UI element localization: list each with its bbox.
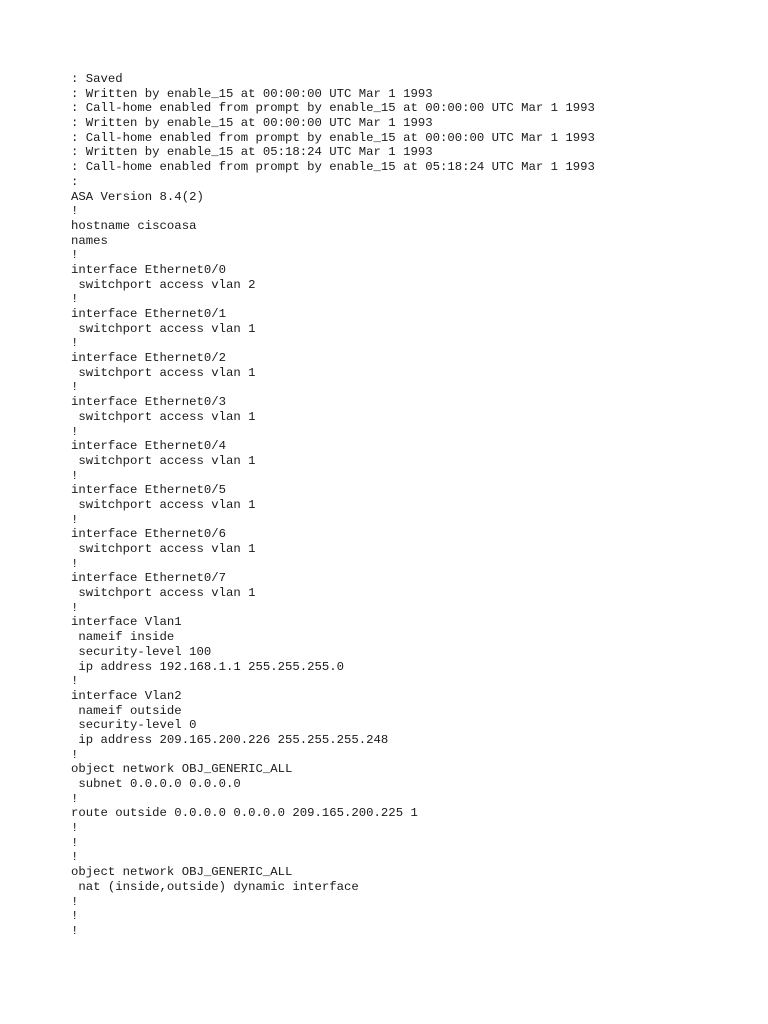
config-line: switchport access vlan 1 (71, 586, 256, 601)
config-line: ip address 192.168.1.1 255.255.255.0 (71, 659, 345, 674)
config-line: ! (71, 424, 79, 439)
config-line: ! (71, 512, 79, 527)
config-line: ! (71, 674, 79, 689)
config-line: : Call-home enabled from prompt by enable_15 at 00:00:00 UTC Mar 1 1993 (71, 101, 595, 116)
config-line: names (71, 233, 108, 248)
config-line: ! (71, 894, 79, 909)
config-line: switchport access vlan 1 (71, 409, 256, 424)
config-line: ! (71, 791, 79, 806)
config-line: switchport access vlan 1 (71, 453, 256, 468)
config-listing (71, 72, 595, 939)
config-line: ip address 209.165.200.226 255.255.255.248 (71, 732, 389, 747)
config-line: ! (71, 468, 79, 483)
config-line: : (71, 174, 79, 189)
config-line: nameif inside (71, 630, 175, 645)
config-line: interface Vlan1 (71, 615, 182, 630)
config-line: ASA Version 8.4(2) (71, 189, 204, 204)
config-line: object network OBJ_GENERIC_ALL (71, 762, 293, 777)
config-line: ! (71, 292, 79, 307)
config-line: ! (71, 600, 79, 615)
config-line: : Written by enable_15 at 00:00:00 UTC Mar 1 1993 (71, 116, 433, 131)
config-line: object network OBJ_GENERIC_ALL (71, 865, 293, 880)
config-line: nameif outside (71, 703, 182, 718)
config-line: ! (71, 336, 79, 351)
config-line: ! (71, 248, 79, 263)
config-line: ! (71, 556, 79, 571)
config-line: interface Ethernet0/5 (71, 483, 226, 498)
config-line: ! (71, 923, 79, 938)
config-line: switchport access vlan 1 (71, 497, 256, 512)
config-line: interface Vlan2 (71, 688, 182, 703)
config-line: switchport access vlan 1 (71, 365, 256, 380)
config-line: ! (71, 204, 79, 219)
config-line: interface Ethernet0/6 (71, 527, 226, 542)
config-line: : Call-home enabled from prompt by enable_15 at 00:00:00 UTC Mar 1 1993 (71, 130, 595, 145)
config-line: : Written by enable_15 at 00:00:00 UTC Mar 1 1993 (71, 86, 433, 101)
config-line: ! (71, 909, 79, 924)
config-line: security-level 0 (71, 718, 197, 733)
config-line: switchport access vlan 2 (71, 277, 256, 292)
config-line: : Written by enable_15 at 05:18:24 UTC Mar 1 1993 (71, 145, 433, 160)
config-line: route outside 0.0.0.0 0.0.0.0 209.165.200.225 1 (71, 806, 418, 821)
config-line: : Call-home enabled from prompt by enable_15 at 05:18:24 UTC Mar 1 1993 (71, 160, 595, 175)
config-line: nat (inside,outside) dynamic interface (71, 879, 359, 894)
config-line: interface Ethernet0/1 (71, 307, 226, 321)
config-line: ! (71, 821, 79, 836)
config-line: ! (71, 380, 79, 395)
config-line: ! (71, 747, 79, 762)
config-line: interface Ethernet0/0 (71, 262, 226, 277)
config-line: hostname ciscoasa (71, 218, 197, 233)
config-line: interface Ethernet0/4 (71, 439, 226, 454)
config-line: switchport access vlan 1 (71, 542, 256, 556)
config-line: ! (71, 835, 79, 850)
config-line: : Saved (71, 72, 123, 86)
config-line: security-level 100 (71, 644, 212, 659)
config-line: interface Ethernet0/3 (71, 395, 226, 410)
config-line: interface Ethernet0/2 (71, 351, 226, 366)
config-line: interface Ethernet0/7 (71, 571, 226, 586)
config-line: switchport access vlan 1 (71, 321, 256, 336)
config-line: ! (71, 850, 79, 865)
config-line: subnet 0.0.0.0 0.0.0.0 (71, 777, 241, 791)
